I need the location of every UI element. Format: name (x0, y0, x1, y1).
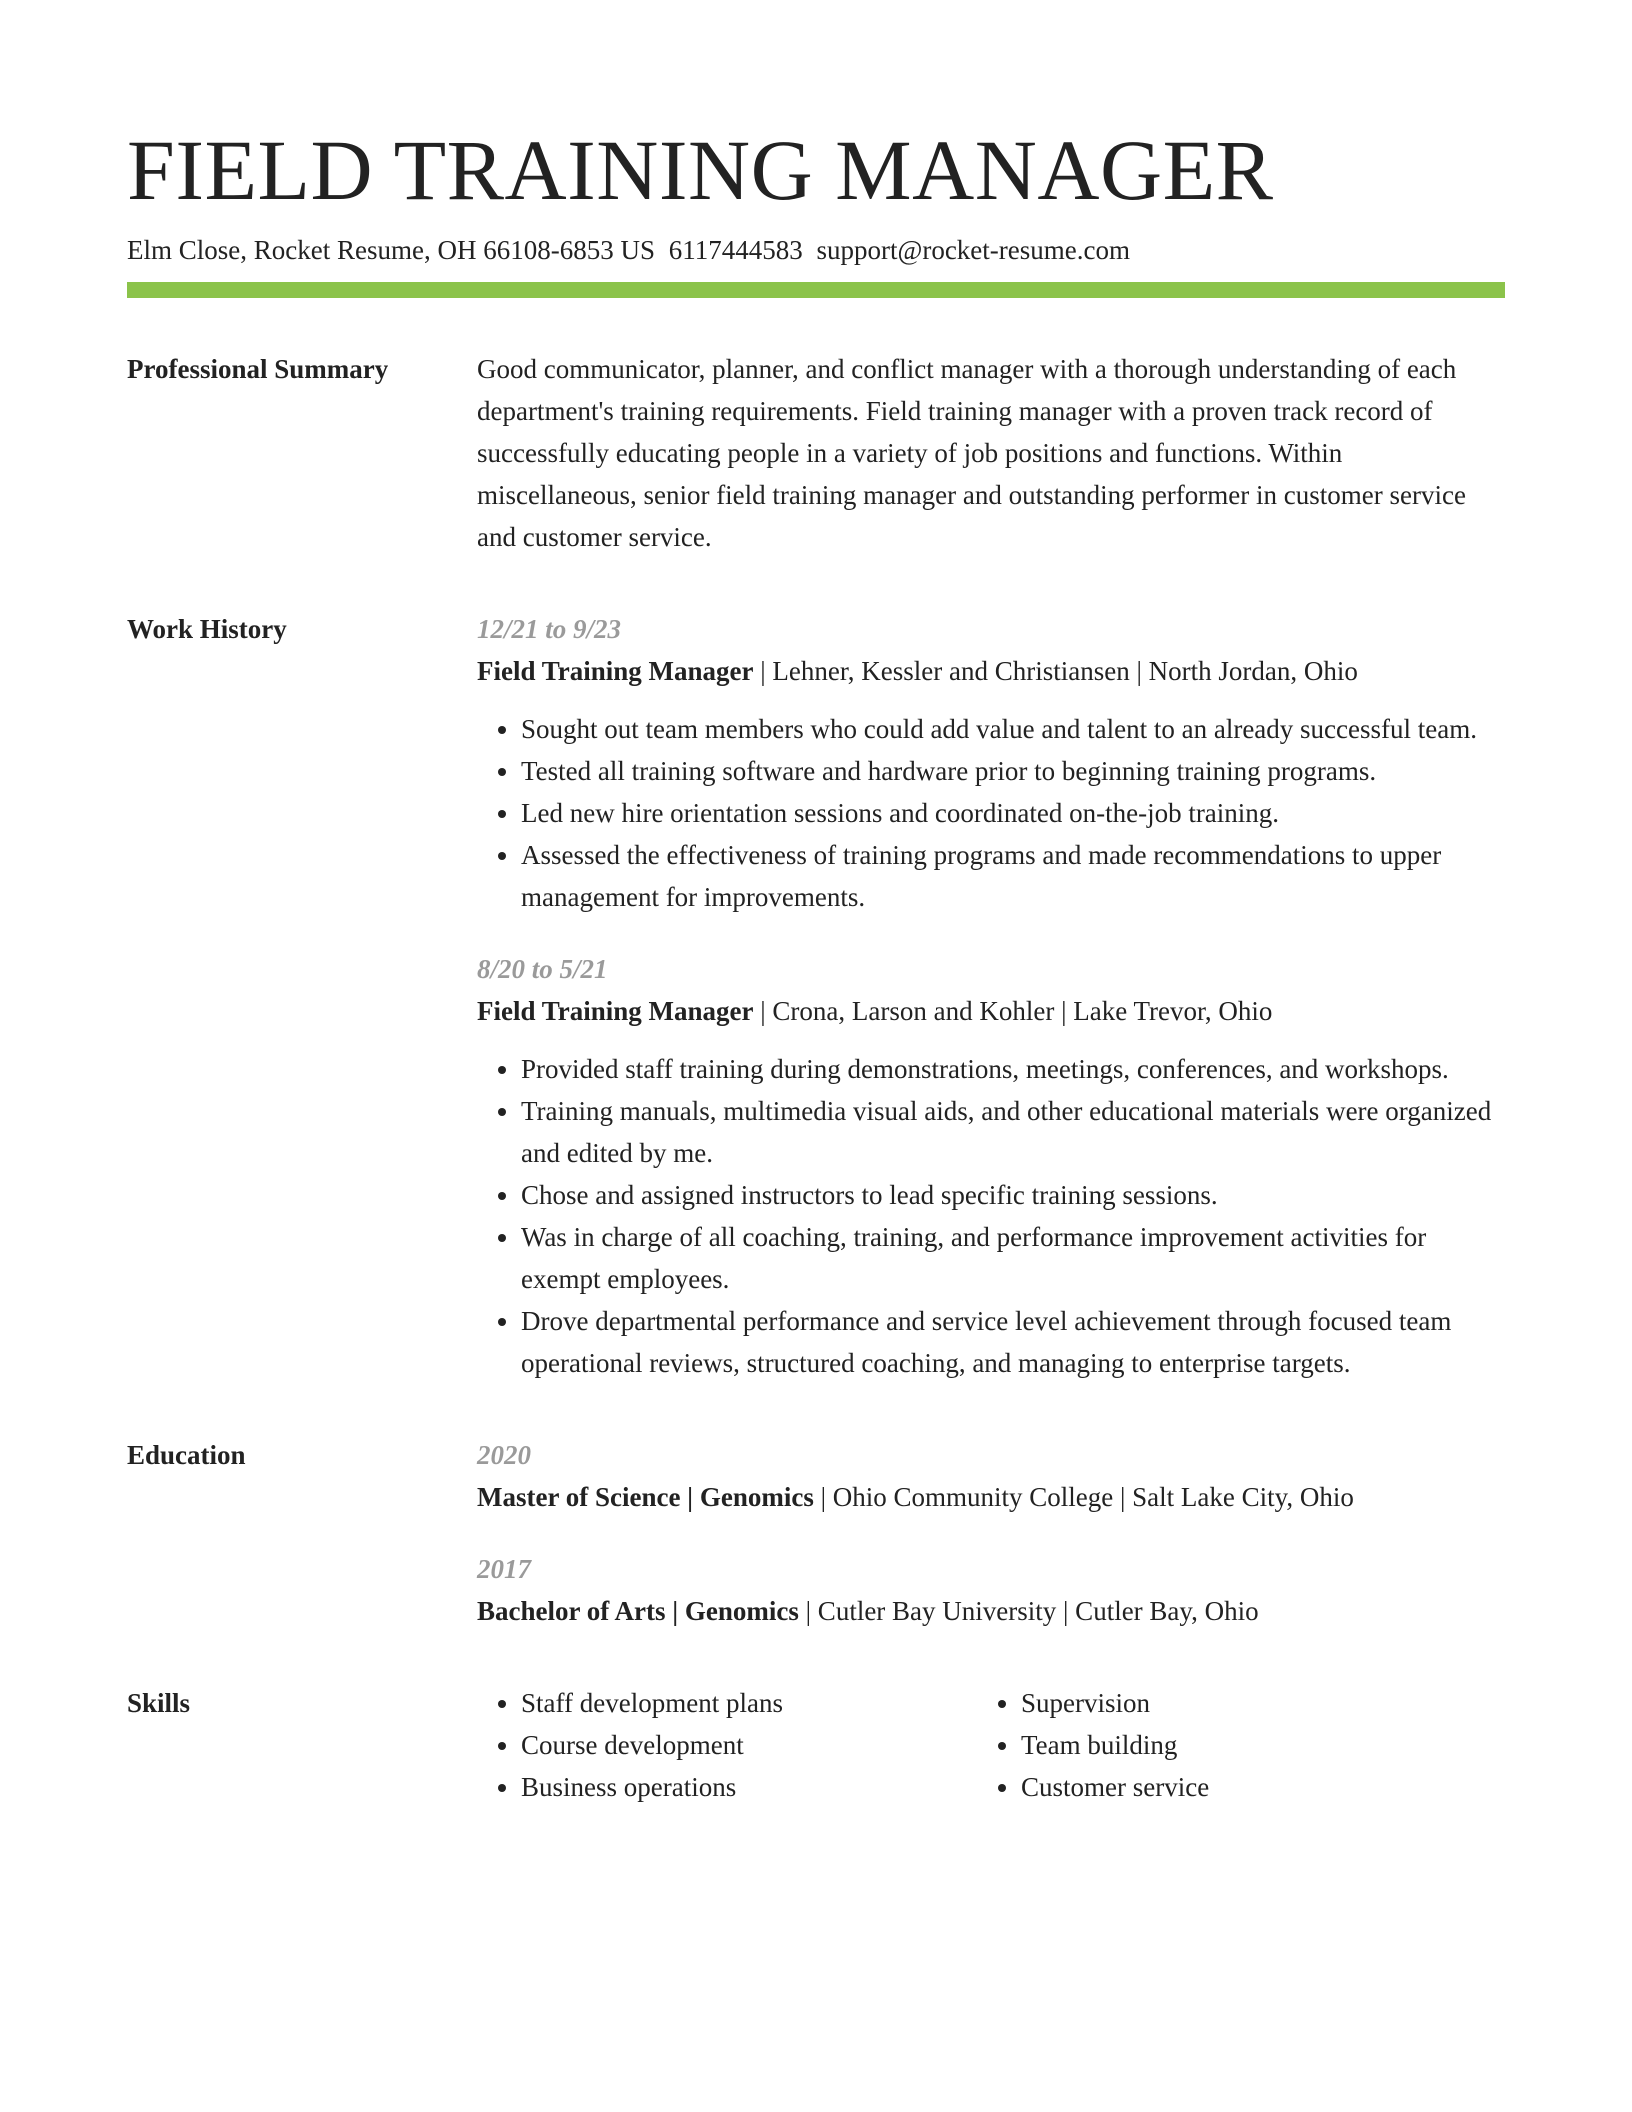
skill-item: • Customer service (1021, 1766, 1477, 1808)
job-dates: 12/21 to 9/23 (477, 614, 622, 644)
contact-phone: 6117444583 (668, 235, 803, 265)
summary-section (127, 348, 1505, 558)
contact-line (127, 232, 1505, 268)
job-title: Field Training Manager (477, 656, 754, 686)
skill-item: • Course development (521, 1724, 977, 1766)
summary-body (477, 348, 1505, 558)
education-body (477, 1434, 1505, 1632)
education-year: 2017 (477, 1554, 531, 1584)
education-entry (477, 1434, 1505, 1518)
skill-item: • Business operations (521, 1766, 977, 1808)
skills-column-right (977, 1682, 1477, 1808)
summary-text: Good communicator, planner, and conflict manager with a thorough understanding of each department's training requirements. Field training manager with a proven track record of successfully educating people in a variety of job positions and functions. Within miscellaneous, senior field training manager and outstanding performer in customer service and customer service. (477, 354, 1466, 552)
degree-title: Master of Science | Genomics (477, 1482, 814, 1512)
section-label-summary: Professional Summary (127, 354, 389, 384)
skill-item: • Supervision (1021, 1682, 1477, 1724)
education-details: | Cutler Bay University | Cutler Bay, Ohio (798, 1596, 1259, 1626)
header-divider (127, 282, 1505, 298)
job-dates: 8/20 to 5/21 (477, 954, 608, 984)
education-heading (477, 1590, 1505, 1632)
skills-section (127, 1682, 1505, 1808)
education-heading (477, 1476, 1505, 1518)
skill-item: • Staff development plans (521, 1682, 977, 1724)
section-label-skills: Skills (127, 1688, 191, 1718)
degree-title: Bachelor of Arts | Genomics (477, 1596, 799, 1626)
skills-column-left (477, 1682, 977, 1808)
list-item: • Chose and assigned instructors to lead specific training sessions. (521, 1174, 1505, 1216)
job-entry (477, 608, 1505, 918)
list-item: • Training manuals, multimedia visual aids, and other educational materials were organized and edited by me. (521, 1090, 1505, 1174)
skills-grid (477, 1682, 1505, 1808)
education-section (127, 1434, 1505, 1632)
section-label-work-history: Work History (127, 614, 287, 644)
work-history-section (127, 608, 1505, 1384)
list-item: • Led new hire orientation sessions and coordinated on-the-job training. (521, 792, 1505, 834)
job-bullets (477, 1048, 1505, 1384)
education-year: 2020 (477, 1440, 531, 1470)
skill-item: • Team building (1021, 1724, 1477, 1766)
education-details: | Ohio Community College | Salt Lake City, Ohio (813, 1482, 1354, 1512)
skills-body (477, 1682, 1505, 1808)
list-item: • Was in charge of all coaching, training, and performance improvement activities for exempt employees. (521, 1216, 1505, 1300)
contact-email: support@rocket-resume.com (816, 235, 1130, 265)
education-entry (477, 1548, 1505, 1632)
job-title: Field Training Manager (477, 996, 754, 1026)
job-heading (477, 650, 1505, 692)
job-entry (477, 948, 1505, 1384)
job-heading (477, 990, 1505, 1032)
work-history-body (477, 608, 1505, 1384)
contact-address: Elm Close, Rocket Resume, OH 66108-6853 US (127, 235, 655, 265)
list-item: • Provided staff training during demonstrations, meetings, conferences, and workshops. (521, 1048, 1505, 1090)
resume-title: FIELD TRAINING MANAGER (127, 122, 1274, 218)
job-bullets (477, 708, 1505, 918)
list-item: • Assessed the effectiveness of training programs and made recommendations to upper management for improvements. (521, 834, 1505, 918)
list-item: • Tested all training software and hardware prior to beginning training programs. (521, 750, 1505, 792)
job-details: | Crona, Larson and Kohler | Lake Trevor, Ohio (753, 996, 1273, 1026)
list-item: • Sought out team members who could add value and talent to an already successful team. (521, 708, 1505, 750)
section-label-education: Education (127, 1440, 246, 1470)
list-item: • Drove departmental performance and service level achievement through focused team operational reviews, structured coaching, and managing to enterprise targets. (521, 1300, 1505, 1384)
job-details: | Lehner, Kessler and Christiansen | North Jordan, Ohio (753, 656, 1358, 686)
